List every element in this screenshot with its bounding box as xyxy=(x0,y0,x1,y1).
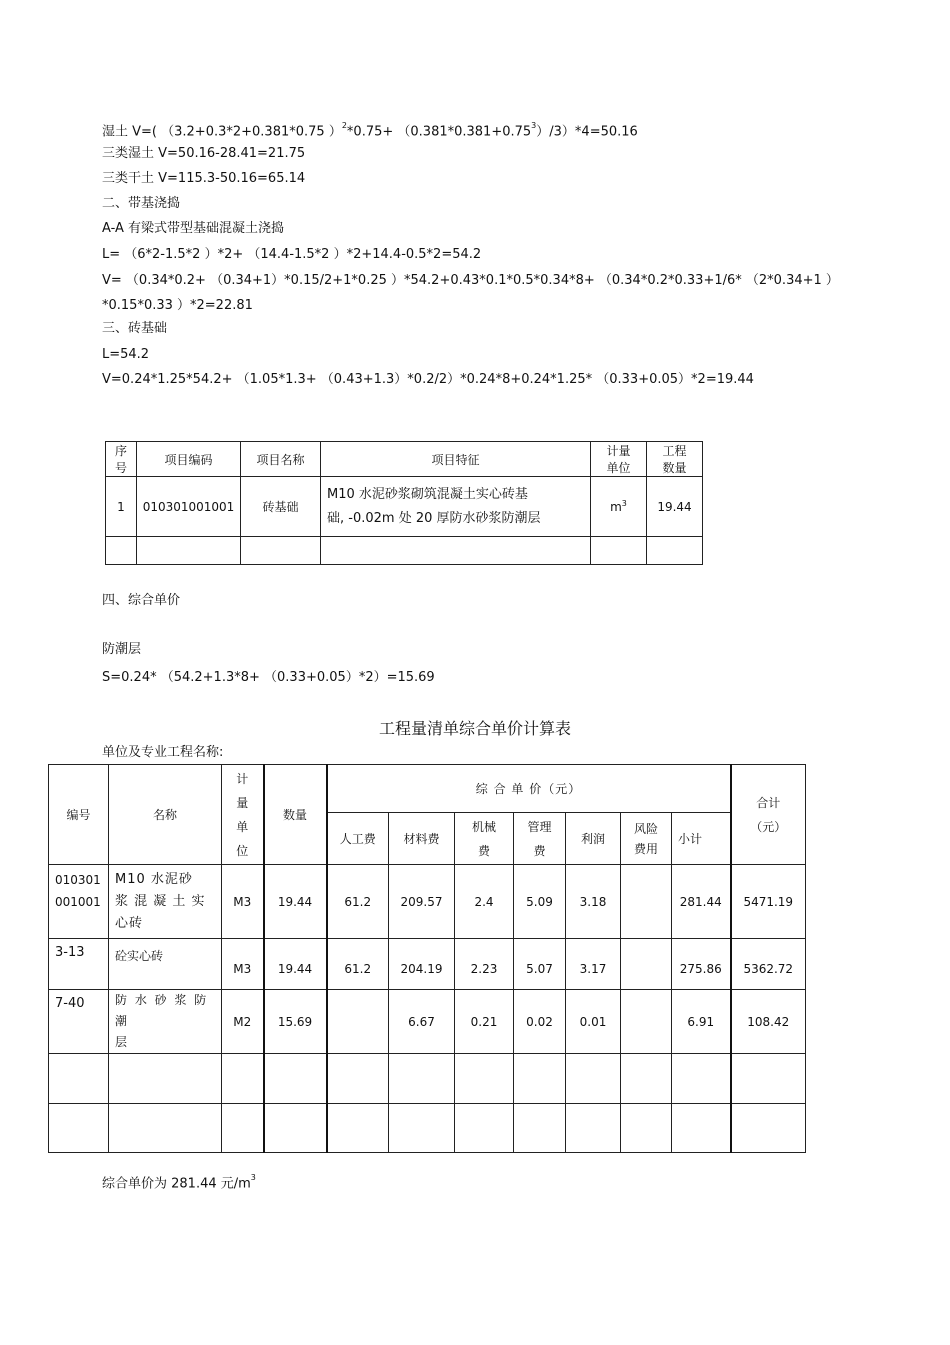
cell-profit: 3.18 xyxy=(566,865,621,939)
header-code: 项目编码 xyxy=(137,442,241,477)
cell-unit: M3 xyxy=(222,865,264,939)
cell-machine: 0.21 xyxy=(455,990,514,1054)
table-row xyxy=(106,477,703,537)
table-row xyxy=(49,865,806,939)
cell-code: 010301001001 xyxy=(137,477,241,537)
cell-risk xyxy=(621,990,672,1054)
cell-code: 3-13 xyxy=(49,939,109,990)
calc-line-brick-length: L=54.2 xyxy=(102,347,150,362)
cell-name: 砼实心砖 xyxy=(109,939,222,990)
table-header-row xyxy=(106,442,703,477)
calc-line-class3-wet: 三类湿土 V=50.16-28.41=21.75 xyxy=(102,146,306,161)
calc-line-class3-dry: 三类干土 V=115.3-50.16=65.14 xyxy=(102,171,306,186)
header-unit: 计量 单位 xyxy=(591,442,647,477)
table-row xyxy=(49,939,806,990)
header-qty: 工程 数量 xyxy=(647,442,703,477)
header-name: 名称 xyxy=(109,765,222,865)
cell-name: 砖基础 xyxy=(241,477,321,537)
table-title: 工程量清单综合单价计算表 xyxy=(378,719,571,738)
cell-qty: 19.44 xyxy=(647,477,703,537)
header-seq: 序 号 xyxy=(106,442,137,477)
cell-subtotal: 281.44 xyxy=(672,865,731,939)
bill-of-quantities-table xyxy=(105,441,703,565)
cell-qty: 19.44 xyxy=(264,865,327,939)
table-row xyxy=(49,990,806,1054)
calc-line-brick-volume: V=0.24*1.25*54.2+ （1.05*1.3+ （0.43+1.3）*0.2/2）*0.24*8+0.24*1.25* （0.33+0.05）*2=19.44 xyxy=(102,372,754,387)
header-manage: 管理 费 xyxy=(514,813,566,865)
cell-code: 010301 001001 xyxy=(49,865,109,939)
cell-machine: 2.23 xyxy=(455,939,514,990)
section-heading-2: 二、带基浇捣 xyxy=(102,196,181,211)
header-code: 编号 xyxy=(49,765,109,865)
calc-line-length: L= （6*2-1.5*2 ）*2+ （14.4-1.5*2 ）*2+14.4-0.5*2=54.2 xyxy=(102,247,482,262)
header-qty: 数量 xyxy=(264,765,327,865)
cell-total: 5471.19 xyxy=(731,865,806,939)
section-heading-4: 四、综合单价 xyxy=(102,593,181,608)
table-row-empty xyxy=(49,1104,806,1153)
cell-profit: 0.01 xyxy=(566,990,621,1054)
header-name: 项目名称 xyxy=(241,442,321,477)
cell-unit: $m^3$ xyxy=(591,477,647,537)
header-total: 合计 （元） xyxy=(731,765,806,865)
calc-line-wet-soil: 湿土 V=( （3.2+0.3*2+0.381*0.75 ）$^2*0.75+ (0.381*0.381+0.75^3)/3)*4=50.16$ xyxy=(102,121,638,140)
cell-seq: 1 xyxy=(106,477,137,537)
cell-labor: 61.2 xyxy=(327,865,389,939)
header-machine: 机械 费 xyxy=(455,813,514,865)
cell-manage: 5.09 xyxy=(514,865,566,939)
header-risk: 风险 费用 xyxy=(621,813,672,865)
unit-price-table xyxy=(48,764,806,1153)
header-profit: 利润 xyxy=(566,813,621,865)
cell-labor xyxy=(327,990,389,1054)
cell-machine: 2.4 xyxy=(455,865,514,939)
cell-subtotal: 6.91 xyxy=(672,990,731,1054)
header-material: 材料费 xyxy=(389,813,455,865)
calc-line-volume-2: *0.15*0.33 ）*2=22.81 xyxy=(102,298,253,313)
table-row-empty xyxy=(106,537,703,565)
cell-qty: 19.44 xyxy=(264,939,327,990)
cell-name: M10 水泥砂 浆 混 凝 土 实 心砖 xyxy=(109,865,222,939)
header-feature: 项目特征 xyxy=(321,442,591,477)
table-row-empty xyxy=(49,1054,806,1104)
header-unit: 计 量 单 位 xyxy=(222,765,264,865)
cell-total: 5362.72 xyxy=(731,939,806,990)
cell-code: 7-40 xyxy=(49,990,109,1054)
subheading-damp-proof: 防潮层 xyxy=(102,642,142,657)
header-composite: 综 合 单 价（元） xyxy=(327,765,731,813)
cell-profit: 3.17 xyxy=(566,939,621,990)
cell-subtotal: 275.86 xyxy=(672,939,731,990)
cell-manage: 5.07 xyxy=(514,939,566,990)
cell-material: 204.19 xyxy=(389,939,455,990)
cell-unit: M3 xyxy=(222,939,264,990)
cell-total: 108.42 xyxy=(731,990,806,1054)
composite-unit-price: 综合单价为 281.44 元$/m^3$ xyxy=(102,1173,256,1192)
cell-risk xyxy=(621,865,672,939)
header-labor: 人工费 xyxy=(327,813,389,865)
calc-line-volume-1: V= （0.34*0.2+ （0.34+1）*0.15/2+1*0.25 ）*54.2+0.43*0.1*0.5*0.34*8+ （0.34*0.2*0.33+1/6* （2*0.34+1 ） xyxy=(102,273,839,288)
cell-unit: M2 xyxy=(222,990,264,1054)
cell-material: 209.57 xyxy=(389,865,455,939)
unit-name-label: 单位及专业工程名称: xyxy=(102,745,224,760)
header-subtotal: 小计 xyxy=(672,813,731,865)
cell-manage: 0.02 xyxy=(514,990,566,1054)
section-heading-3: 三、砖基础 xyxy=(102,321,168,336)
cell-name: 防 水 砂 浆 防 潮 层 xyxy=(109,990,222,1054)
cell-risk xyxy=(621,939,672,990)
cell-feature: M10 水泥砂浆砌筑混凝土实心砖基 础, -0.02m 处 20 厚防水砂浆防潮层 xyxy=(321,477,591,537)
cell-qty: 15.69 xyxy=(264,990,327,1054)
calc-line-area: S=0.24* （54.2+1.3*8+ （0.33+0.05）*2）=15.69 xyxy=(102,670,435,685)
table-header-row xyxy=(49,765,806,813)
subheading-aa: A-A 有梁式带型基础混凝土浇捣 xyxy=(102,221,285,236)
cell-labor: 61.2 xyxy=(327,939,389,990)
cell-material: 6.67 xyxy=(389,990,455,1054)
